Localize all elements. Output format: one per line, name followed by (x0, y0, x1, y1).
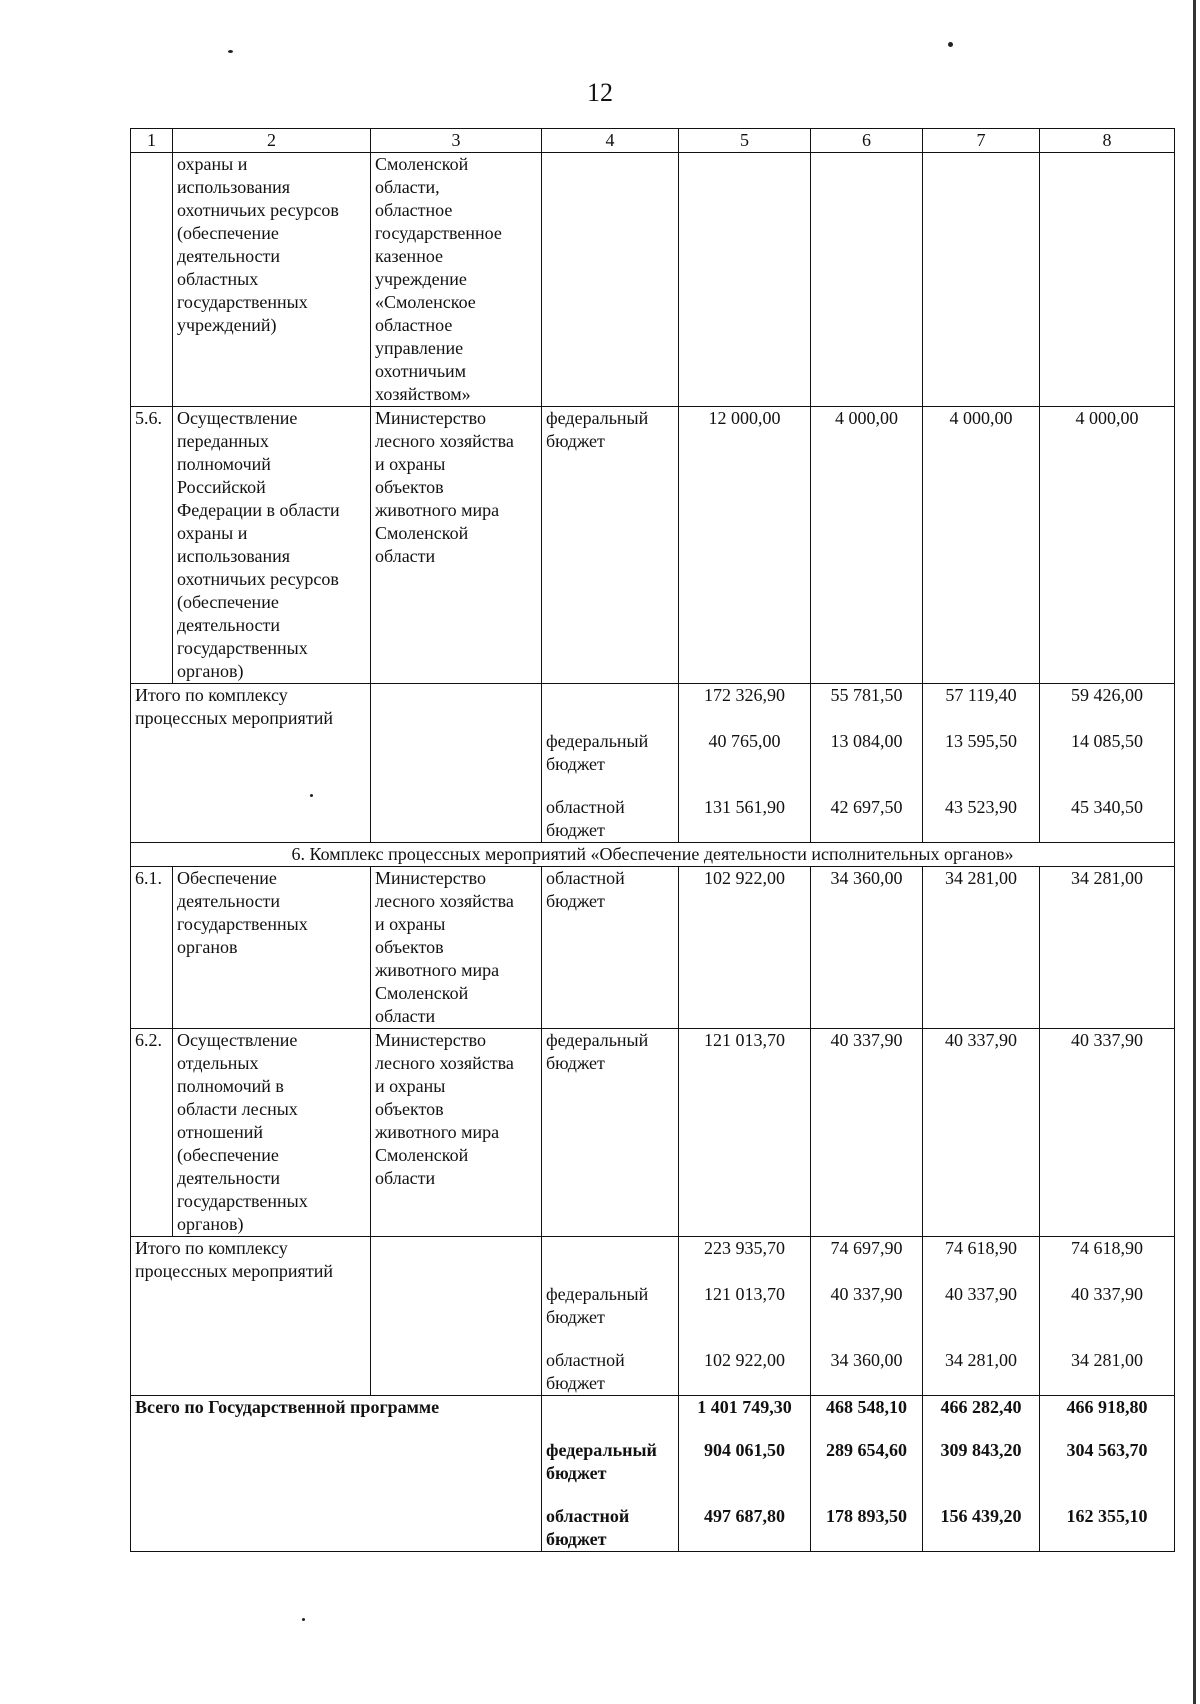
header-cell: 8 (1040, 129, 1175, 153)
scan-speck (228, 50, 233, 53)
value-cell: 55 781,50 (811, 684, 923, 731)
value-cell: 304 563,70 (1040, 1439, 1175, 1485)
value-cell: 289 654,60 (811, 1439, 923, 1485)
value-cell: 309 843,20 (923, 1439, 1040, 1485)
item-name: Обеспечение деятельности государственных органов (173, 867, 371, 1029)
item-executor: Министерство лесного хозяйства и охраны объектов животного мира Смоленской области (371, 1029, 542, 1237)
subtotal-row (131, 776, 1175, 843)
item-name: охраны и использования охотничьих ресурсов (обеспечение деятельности областных государственных учреждений) (173, 153, 371, 407)
value-cell: 34 281,00 (923, 1329, 1040, 1396)
value-cell: 34 281,00 (1040, 1329, 1175, 1396)
table-row (131, 407, 1175, 684)
table-row (131, 1029, 1175, 1237)
value-cell: 121 013,70 (679, 1283, 811, 1329)
item-executor: Министерство лесного хозяйства и охраны объектов животного мира Смоленской области (371, 867, 542, 1029)
value-cell: 223 935,70 (679, 1237, 811, 1284)
header-row (131, 129, 1175, 153)
value-cell: 162 355,10 (1040, 1485, 1175, 1552)
value-cell: 102 922,00 (679, 1329, 811, 1396)
header-cell: 5 (679, 129, 811, 153)
value-cell: 102 922,00 (679, 867, 811, 1029)
value-cell: 466 918,80 (1040, 1396, 1175, 1440)
section-heading-row (131, 843, 1175, 867)
item-name: Осуществление переданных полномочий Российской Федерации в области охраны и использования охотничьих ресурсов (обеспечение деятельности государственных органов) (173, 407, 371, 684)
value-cell: 1 401 749,30 (679, 1396, 811, 1440)
value-cell: 131 561,90 (679, 776, 811, 843)
table-row (131, 153, 1175, 407)
section-title: 6. Комплекс процессных мероприятий «Обеспечение деятельности исполнительных органов» (131, 843, 1175, 867)
value-cell: 40 337,90 (923, 1283, 1040, 1329)
funding-source: федеральный бюджет (542, 730, 679, 776)
header-cell: 7 (923, 129, 1040, 153)
budget-table (130, 128, 1175, 1552)
value-cell: 466 282,40 (923, 1396, 1040, 1440)
value-cell: 74 697,90 (811, 1237, 923, 1284)
item-executor: Министерство лесного хозяйства и охраны объектов животного мира Смоленской области (371, 407, 542, 684)
item-number: 6.2. (131, 1029, 173, 1237)
value-cell: 40 337,90 (923, 1029, 1040, 1237)
value-cell: 497 687,80 (679, 1485, 811, 1552)
value-cell: 40 337,90 (811, 1029, 923, 1237)
header-cell: 3 (371, 129, 542, 153)
grand-total-row (131, 1396, 1175, 1440)
value-cell: 74 618,90 (923, 1237, 1040, 1284)
value-cell: 40 337,90 (1040, 1283, 1175, 1329)
value-cell: 4 000,00 (1040, 407, 1175, 684)
subtotal-row (131, 730, 1175, 776)
value-cell: 34 360,00 (811, 867, 923, 1029)
grand-total-label: Всего по Государственной программе (131, 1396, 542, 1552)
subtotal-label: Итого по комплексу процессных мероприятий (131, 684, 371, 731)
item-number: 5.6. (131, 407, 173, 684)
table-row (131, 867, 1175, 1029)
item-name: Осуществление отдельных полномочий в области лесных отношений (обеспечение деятельности государственных органов) (173, 1029, 371, 1237)
subtotal-row (131, 1329, 1175, 1396)
item-executor: Смоленской области, областное государственное казенное учреждение «Смоленское областное управление охотничьим хозяйством» (371, 153, 542, 407)
header-cell: 4 (542, 129, 679, 153)
header-cell: 1 (131, 129, 173, 153)
value-cell: 34 281,00 (923, 867, 1040, 1029)
subtotal-row (131, 684, 1175, 731)
value-cell: 34 281,00 (1040, 867, 1175, 1029)
value-cell: 59 426,00 (1040, 684, 1175, 731)
value-cell: 40 765,00 (679, 730, 811, 776)
funding-source: областной бюджет (542, 867, 679, 1029)
value-cell: 14 085,50 (1040, 730, 1175, 776)
value-cell: 74 618,90 (1040, 1237, 1175, 1284)
value-cell: 43 523,90 (923, 776, 1040, 843)
value-cell: 12 000,00 (679, 407, 811, 684)
value-cell: 4 000,00 (923, 407, 1040, 684)
value-cell: 34 360,00 (811, 1329, 923, 1396)
header-cell: 2 (173, 129, 371, 153)
subtotal-row (131, 1283, 1175, 1329)
value-cell: 40 337,90 (1040, 1029, 1175, 1237)
funding-source: областной бюджет (542, 776, 679, 843)
funding-source: федеральный бюджет (542, 1029, 679, 1237)
page-number: 12 (587, 78, 613, 107)
funding-source: областной бюджет (542, 1329, 679, 1396)
header-cell: 6 (811, 129, 923, 153)
funding-source: федеральный бюджет (542, 407, 679, 684)
value-cell: 57 119,40 (923, 684, 1040, 731)
value-cell: 468 548,10 (811, 1396, 923, 1440)
value-cell: 13 595,50 (923, 730, 1040, 776)
value-cell: 45 340,50 (1040, 776, 1175, 843)
value-cell: 40 337,90 (811, 1283, 923, 1329)
scan-speck (948, 42, 953, 47)
scan-right-border (1193, 0, 1196, 1704)
value-cell: 4 000,00 (811, 407, 923, 684)
value-cell: 42 697,50 (811, 776, 923, 843)
item-number: 6.1. (131, 867, 173, 1029)
funding-source: областной бюджет (542, 1485, 679, 1552)
subtotal-row (131, 1237, 1175, 1284)
subtotal-label: Итого по комплексу процессных мероприятий (131, 1237, 371, 1284)
value-cell: 904 061,50 (679, 1439, 811, 1485)
value-cell: 156 439,20 (923, 1485, 1040, 1552)
funding-source: федеральный бюджет (542, 1439, 679, 1485)
scan-speck (302, 1618, 305, 1621)
value-cell: 13 084,00 (811, 730, 923, 776)
value-cell: 121 013,70 (679, 1029, 811, 1237)
funding-source: федеральный бюджет (542, 1283, 679, 1329)
value-cell: 172 326,90 (679, 684, 811, 731)
value-cell: 178 893,50 (811, 1485, 923, 1552)
